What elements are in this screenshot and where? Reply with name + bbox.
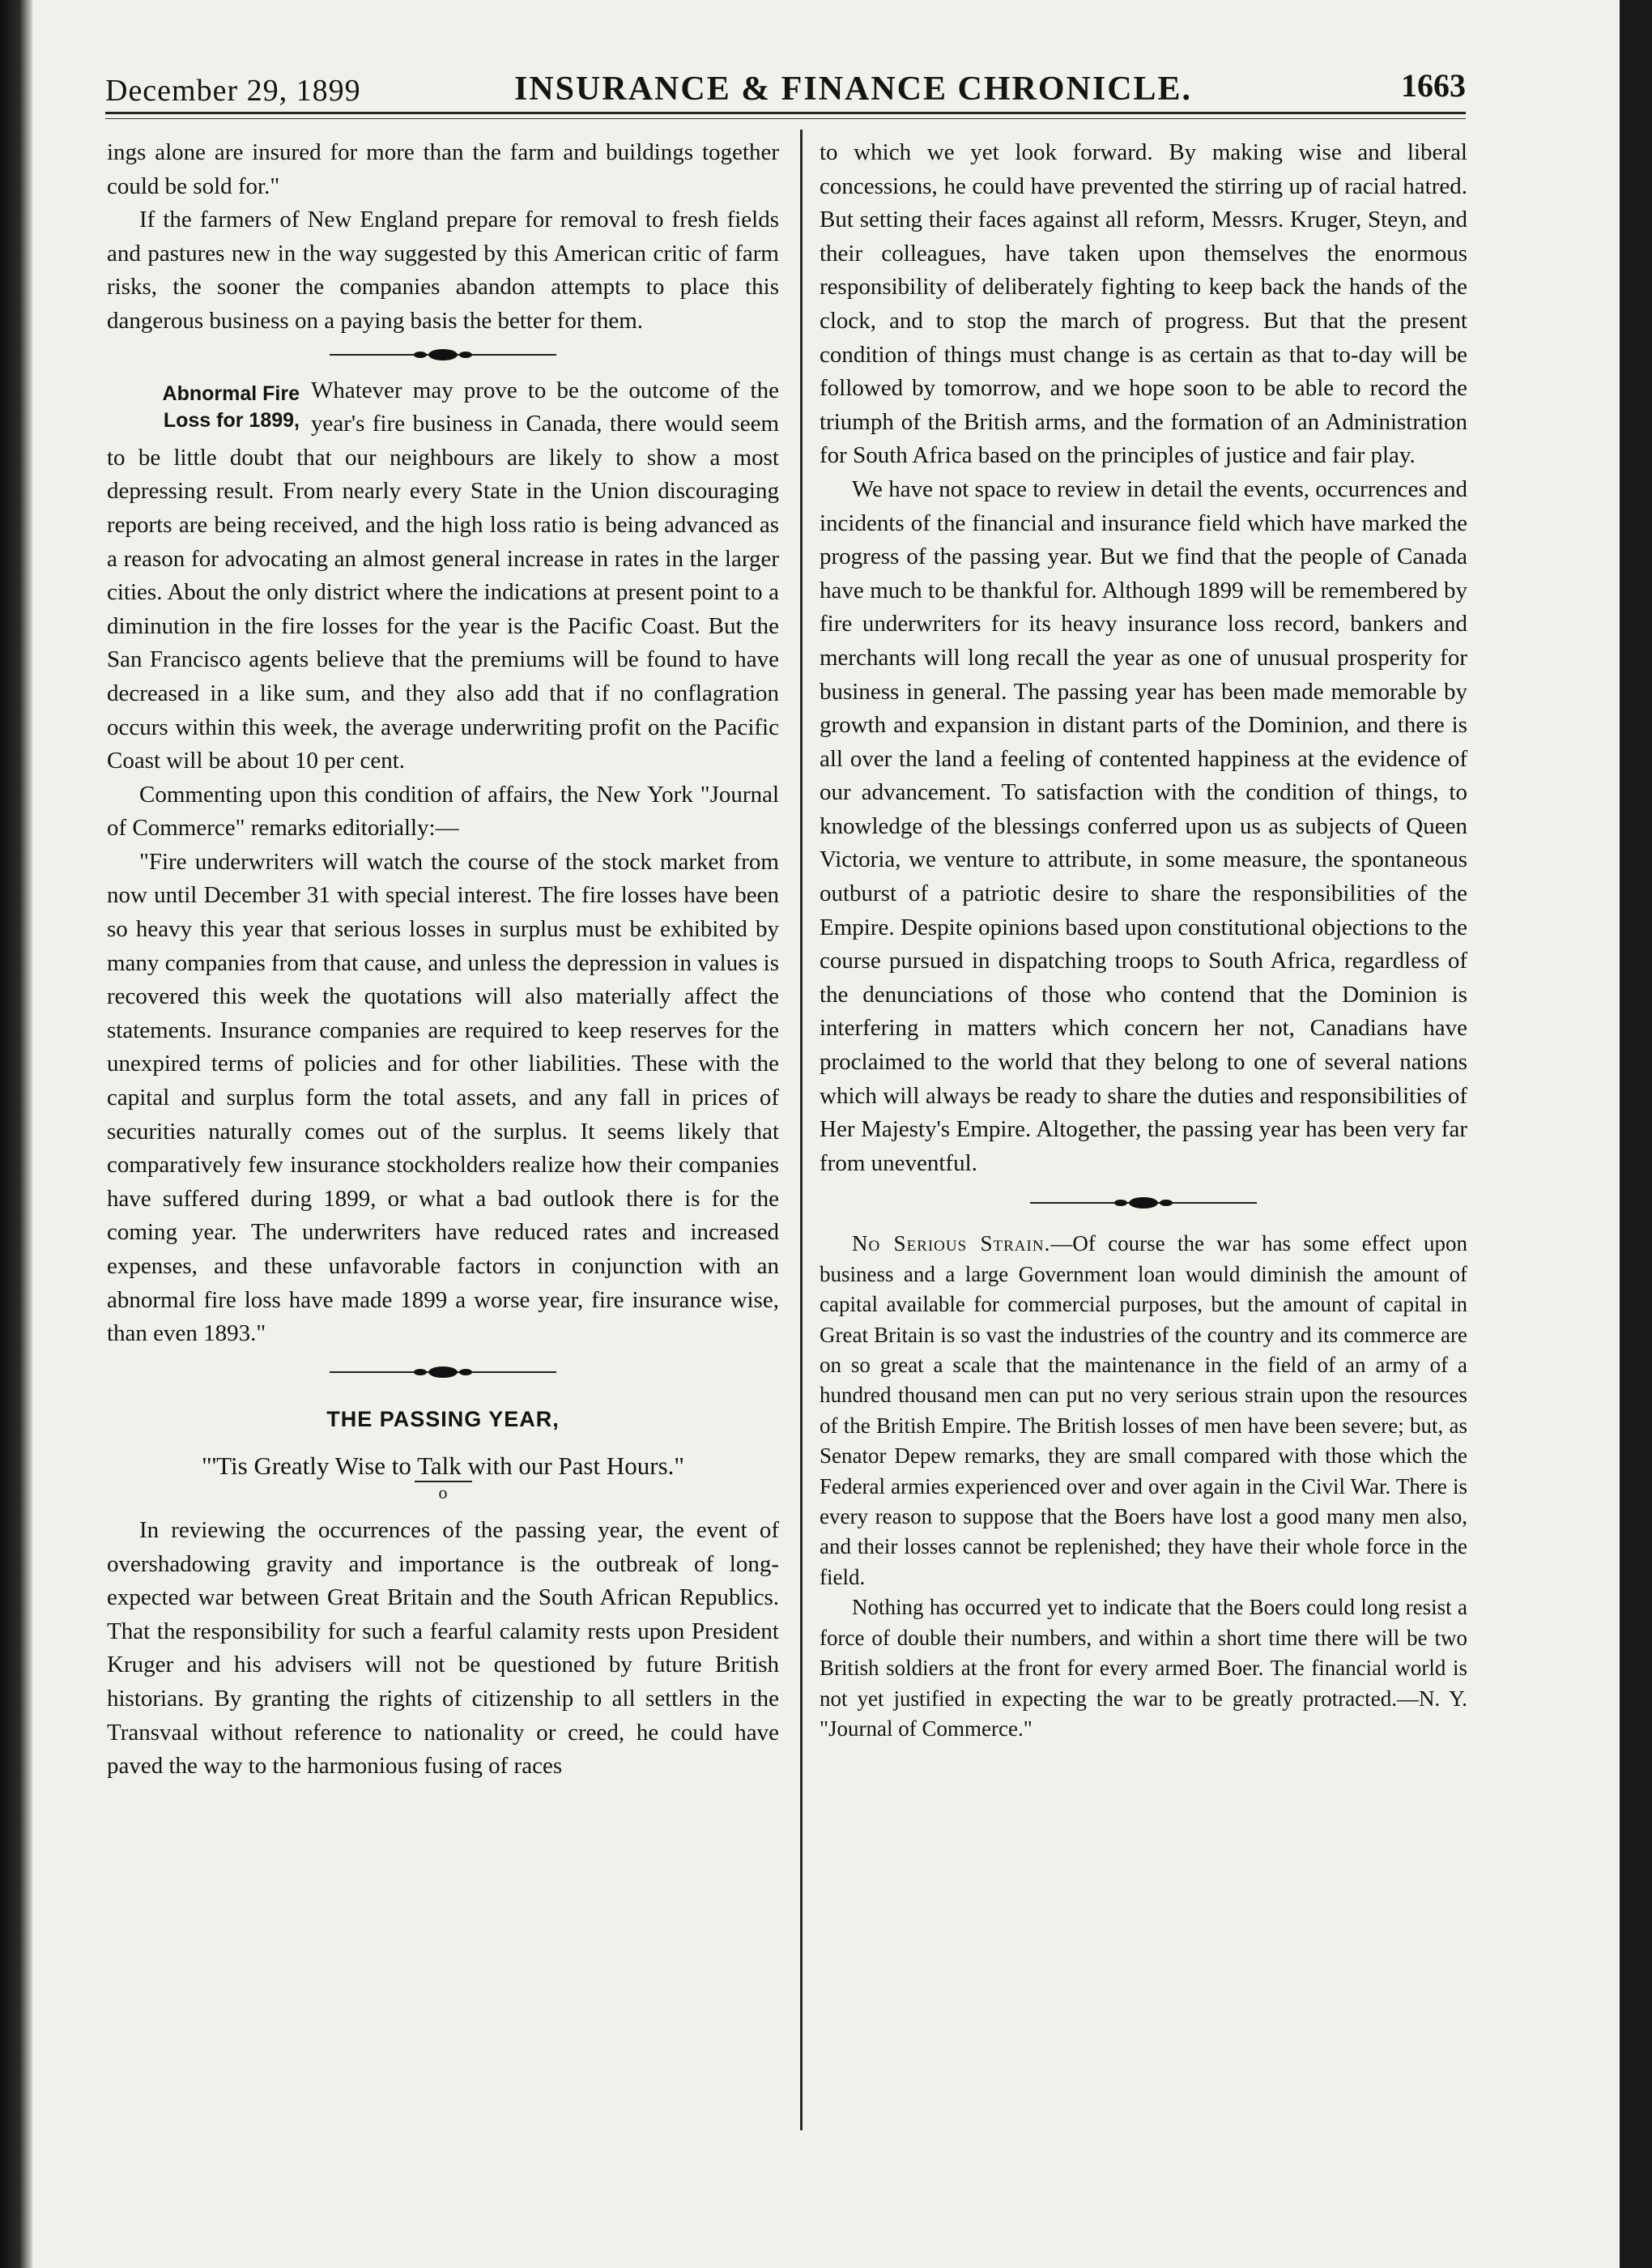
side-heading-line: Loss for 1899,: [163, 408, 300, 432]
right-column: [820, 136, 1467, 1744]
section-ornament: [107, 339, 779, 374]
article-paragraph: We have not space to review in detail the events, occurrences and incidents of the financial and insurance field which have marked the progress of the passing year. But we find that the people of Canada have much to be thankful for. Although 1899 will be remembered by fire underwriters for its heavy insurance loss record, bankers and merchants will long recall the year as one of unusual prosperity for business in general. The passing year has been made memorable by growth and expansion in distant parts of the Dominion, and there is all over the land a feeling of contented happiness at the evidence of our advancement. To satisfaction with the condition of things, to knowledge of the blessings conferred upon us as subjects of Queen Victoria, we venture to attribute, in some measure, the spontaneous outburst of a patriotic desire to share the responsibilities of the Empire. Despite opinions based upon constitutional objections to the course pursued in dispatching troops to South Africa, regardless of the denunciations of those who contend that the Dominion is interfering in matters which concern her not, Canadians have proclaimed to the world that they belong to one of several nations which will always be ready to share the duties and responsibilities of Her Majesty's Empire. Altogether, the passing year has been very far from uneventful.: [820, 475, 1467, 1176]
abnormal-fire-loss-article: [107, 374, 779, 1351]
column-divider: [800, 130, 803, 2130]
side-heading: [107, 381, 300, 434]
ornament-divider-icon: [1030, 1195, 1257, 1211]
article-paragraph: Commenting upon this condition of affairs, the New York "Journal of Commerce" remarks editorially:—: [107, 781, 779, 842]
quoted-paragraph: "Fire underwriters will watch the course of the stock market from now until December 31 with special interest. The fire losses have been so heavy this year that serious losses in surplus must be exhibited by many companies from that cause, and unless the depression in values is recovered this week the quotations will also materially affect the statements. Insurance companies are required to keep reserves for the unexpired terms of policies and for other liabilities. These with the capital and surplus form the total assets, and any fall in prices of securities naturally comes out of the surplus. It seems likely that comparatively few insurance stockholders realize how their companies have suffered during 1899, or what a bad outlook there is for the coming year. The underwriters have reduced rates and increased expenses, and these unfavorable factors in conjunction with an abnormal fire loss have made 1899 a worse year, fire insurance wise, than even 1893.": [107, 848, 779, 1347]
left-column: [107, 136, 779, 1784]
header-title: INSURANCE & FINANCE CHRONICLE.: [514, 70, 1193, 108]
newspaper-page: [32, 0, 1620, 2268]
article-paragraph: Nothing has occurred yet to indicate that the Boers could long resist a force of double their numbers, and within a short time there will be two British soldiers at the front for every armed Boer. The financial world is not yet justified in expecting the war to be greatly protracted.—N. Y. "Journal of Commerce.": [820, 1595, 1467, 1741]
article-paragraph: If the farmers of New England prepare for removal to fresh fields and pastures new in the way suggested by this American critic of farm risks, the sooner the companies abandon attempts to place this dangerous business on a paying basis the better for them.: [107, 207, 779, 334]
continued-paragraph: ings alone are insured for more than the farm and buildings together could be sold for.": [107, 139, 779, 199]
article-title: THE PASSING YEAR,: [326, 1406, 560, 1431]
epigraph: "'Tis Greatly Wise to Talk with our Past Hours.": [201, 1452, 685, 1481]
ornament-divider-icon: [330, 1364, 556, 1380]
lead-text: —Of course the war has some effect upon business and a large Government loan would diminish the amount of capital available for commercial purposes, but the amount of capital in Great Britain is so vast the industries of the country and its commerce are on so great a scale that the maintenance in the field of an army of a hundred thousand men can put no very serious strain upon the resources of the British Empire. The British losses of men have been severe; but, as Senator Depew remarks, they are small compared with those which the Federal armies experienced over and over again in the Civil War. There is every reason to suppose that the Boers have lost a good many men also, and their losses cannot be replenished; they have their whole force in the field.: [820, 1231, 1467, 1589]
header-date: December 29, 1899: [105, 74, 361, 108]
lead-heading: No Serious Strain.: [852, 1231, 1051, 1256]
header-rule: [105, 112, 1466, 114]
no-serious-strain-article: [820, 1229, 1467, 1744]
continued-paragraph: to which we yet look forward. By making wise and liberal concessions, he could have prevented the stirring up of racial hatred. But setting their faces against all reform, Messrs. Kruger, Steyn, and their colleagues, have taken upon themselves the enormous responsibility of deliberately fighting to keep back the hands of the clock, and to stop the march of progress. But that the present condition of things must change is as certain as that to-day will be followed by tomorrow, and we hope soon to be able to record the triumph of the British arms, and the formation of an Administration for South Africa based on the principles of justice and fair play.: [820, 139, 1467, 469]
section-ornament: [107, 1356, 779, 1392]
article-paragraph: [820, 1229, 1467, 1592]
ornament-divider-icon: [330, 347, 556, 363]
page-number: 1663: [1401, 67, 1466, 104]
side-heading-line: Abnormal Fire: [162, 382, 300, 405]
binding-edge: [0, 0, 32, 2268]
passing-year-article: [107, 1403, 779, 1784]
article-paragraph: Whatever may prove to be the outcome of the year's fire business in Canada, there would seem to be little doubt that our neighbours are likely to show a most depressing result. From nearly every State in the Union discouraging reports are being received, and the high loss ratio is being advanced as a reason for advocating an almost general increase in rates in the larger cities. About the only district where the indications at present point to a diminution in the fire losses for the year is the Pacific Coast. But the San Francisco agents believe that the premiums will be found to have decreased in a like sum, and they also add that if no conflagration occurs within this week, the average underwriting profit on the Pacific Coast will be about 10 per cent.: [107, 377, 779, 774]
small-divider: o: [107, 1483, 779, 1503]
article-paragraph: In reviewing the occurrences of the passing year, the event of overshadowing gravity and importance is the outbreak of long-expected war between Great Britain and the South African Republics. That the responsibility for such a fearful calamity rests upon President Kruger and his advisers will not be questioned by future British historians. By granting the rights of citizenship to all settlers in the Transvaal without reference to nationality or creed, he could have paved the way to the harmonious fusing of races: [107, 1516, 779, 1780]
page-header: [105, 66, 1466, 115]
section-ornament: [820, 1187, 1467, 1222]
header-rule-thin: [105, 118, 1466, 119]
